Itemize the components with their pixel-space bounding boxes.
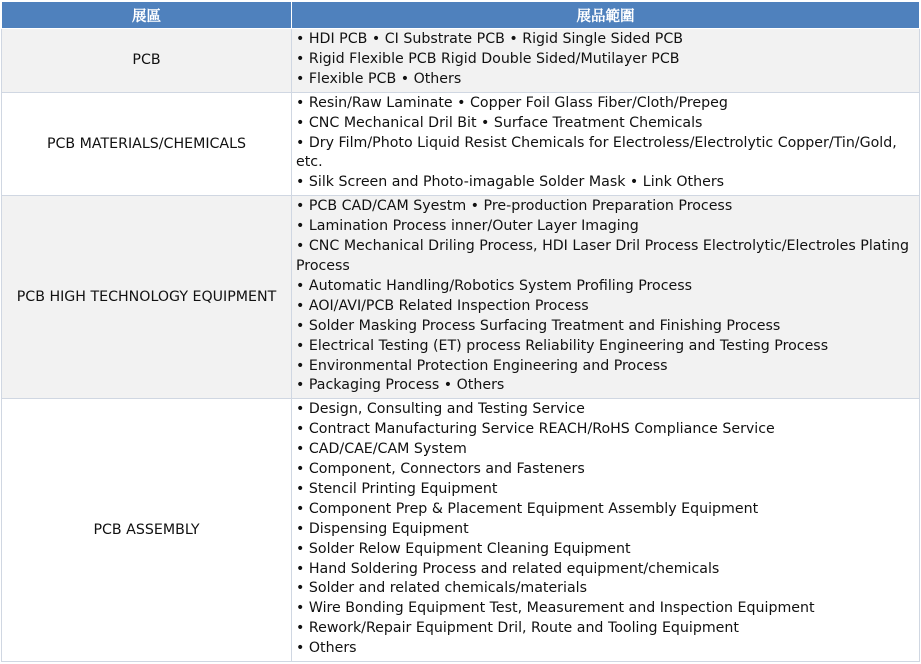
list-item: • Solder Masking Process Surfacing Treatment and Finishing Process xyxy=(296,317,781,334)
header-exhibit-scope: 展品範圍 xyxy=(292,2,920,29)
exhibit-scope-table xyxy=(1,1,920,662)
list-item: • Rework/Repair Equipment Dril, Route and Tooling Equipment xyxy=(296,620,739,637)
list-item: • Lamination Process inner/Outer Layer Imaging xyxy=(296,218,639,235)
category-cell: PCB MATERIALS/CHEMICALS xyxy=(2,92,292,196)
list-item: • CAD/CAE/CAM System xyxy=(296,441,467,458)
items-cell xyxy=(292,92,920,196)
list-item: • Rigid Flexible PCB Rigid Double Sided/Mutilayer PCB xyxy=(296,50,680,67)
items-cell xyxy=(292,29,920,93)
list-item: • Hand Soldering Process and related equipment/chemicals xyxy=(296,560,720,577)
list-item: • Dry Film/Photo Liquid Resist Chemicals for Electroless/Electrolytic Copper/Tin/Gold, etc. xyxy=(296,134,897,171)
category-cell: PCB xyxy=(2,29,292,93)
list-item: • Flexible PCB • Others xyxy=(296,70,462,87)
list-item: • HDI PCB • CI Substrate PCB • Rigid Single Sided PCB xyxy=(296,31,683,47)
list-item: • Packaging Process • Others xyxy=(296,377,505,394)
list-item: • Resin/Raw Laminate • Copper Foil Glass Fiber/Cloth/Prepeg xyxy=(296,94,728,111)
table-row xyxy=(2,399,920,662)
table-row xyxy=(2,196,920,399)
list-item: • Dispensing Equipment xyxy=(296,520,469,537)
list-item: • PCB CAD/CAM Syestm • Pre-production Preparation Process xyxy=(296,198,733,215)
category-cell: PCB HIGH TECHNOLOGY EQUIPMENT xyxy=(2,196,292,399)
list-item: • Solder and related chemicals/materials xyxy=(296,580,587,597)
list-item: • Solder Relow Equipment Cleaning Equipment xyxy=(296,540,631,557)
table-row xyxy=(2,92,920,196)
header-zone: 展區 xyxy=(2,2,292,29)
list-item: • Component Prep & Placement Equipment Assembly Equipment xyxy=(296,500,759,517)
list-item: • AOI/AVI/PCB Related Inspection Process xyxy=(296,297,589,314)
list-item: • Others xyxy=(296,640,357,657)
table-row xyxy=(2,29,920,93)
items-cell xyxy=(292,196,920,399)
list-item: • Automatic Handling/Robotics System Profiling Process xyxy=(296,277,693,294)
list-item: • Component, Connectors and Fasteners xyxy=(296,461,585,478)
list-item: • CNC Mechanical Dril Bit • Surface Treatment Chemicals xyxy=(296,114,703,131)
items-cell xyxy=(292,399,920,662)
table-header-row xyxy=(2,2,920,29)
list-item: • CNC Mechanical Driling Process, HDI Laser Dril Process Electrolytic/Electroles Plating Process xyxy=(296,238,909,274)
list-item: • Electrical Testing (ET) process Reliability Engineering and Testing Process xyxy=(296,337,829,354)
list-item: • Contract Manufacturing Service REACH/RoHS Compliance Service xyxy=(296,421,775,438)
category-cell: PCB ASSEMBLY xyxy=(2,399,292,662)
list-item: • Design, Consulting and Testing Service xyxy=(296,401,585,418)
list-item: • Silk Screen and Photo-imagable Solder Mask • Link Others xyxy=(296,174,725,191)
list-item: • Wire Bonding Equipment Test, Measurement and Inspection Equipment xyxy=(296,600,815,617)
list-item: • Environmental Protection Engineering and Process xyxy=(296,357,668,374)
list-item: • Stencil Printing Equipment xyxy=(296,480,498,497)
